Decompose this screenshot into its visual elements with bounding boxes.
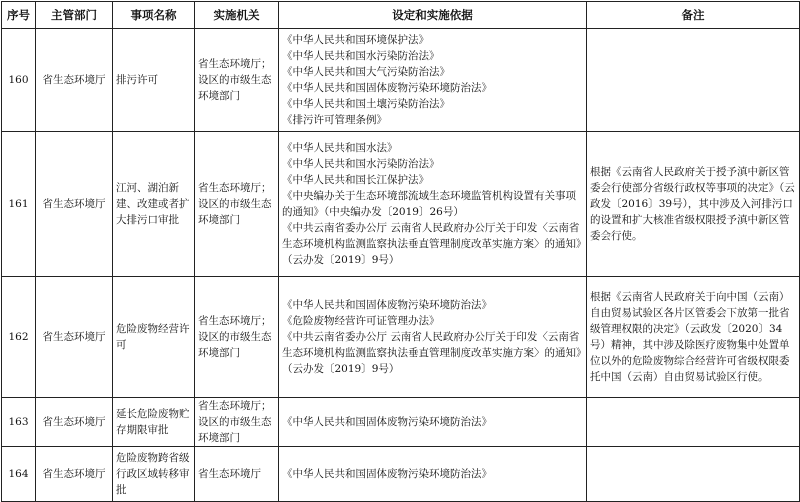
basis-line: 《中共云南省委办公厅 云南省人民政府办公厅关于印发〈云南省生态环境机构监测监察执法垂直管理制度改革实施方案〉的通知》（云办发〔2019〕9号） (282, 222, 582, 266)
row-basis (279, 447, 587, 502)
row-dept: 省生态环境厅 (36, 447, 113, 502)
row-no: 161 (2, 132, 36, 277)
row-item: 延长危险废物贮存期限审批 (113, 398, 195, 447)
row-note (587, 398, 800, 447)
row-no: 164 (2, 447, 36, 502)
row-item: 排污许可 (113, 29, 195, 132)
header-item: 事项名称 (113, 2, 195, 29)
table-row (2, 398, 800, 447)
row-dept: 省生态环境厅 (36, 398, 113, 447)
row-no: 162 (2, 277, 36, 398)
permit-table (1, 1, 800, 502)
header-note: 备注 (587, 2, 800, 29)
basis-line: 《中华人民共和国固体废物污染环境防治法》 (282, 416, 492, 428)
row-no: 160 (2, 29, 36, 132)
row-item: 江河、湖泊新建、改建或者扩大排污口审批 (113, 132, 195, 277)
header-basis: 设定和实施依据 (279, 2, 587, 29)
row-agency: 省生态环境厅；设区的市级生态环境部门 (195, 29, 279, 132)
row-basis (279, 29, 587, 132)
row-basis (279, 132, 587, 277)
basis-line: 《中共云南省委办公厅 云南省人民政府办公厅关于印发〈云南省生态环境机构监测监察执法垂直管理制度改革实施方案〉的通知》（云办发〔2019〕9号） (282, 331, 582, 375)
table-row (2, 29, 800, 132)
row-agency: 省生态环境厅；设区的市级生态环境部门 (195, 277, 279, 398)
basis-line: 《中华人民共和国固体废物污染环境防治法》 (282, 299, 492, 311)
row-note (587, 447, 800, 502)
row-dept: 省生态环境厅 (36, 132, 113, 277)
header-row (2, 2, 800, 29)
row-dept: 省生态环境厅 (36, 29, 113, 132)
basis-line: 《排污许可管理条例》 (282, 114, 387, 126)
table-row (2, 447, 800, 502)
row-note (587, 29, 800, 132)
header-agency: 实施机关 (195, 2, 279, 29)
basis-line: 《中华人民共和国长江保护法》 (282, 174, 429, 186)
basis-line: 《中华人民共和国土壤污染防治法》 (282, 98, 450, 110)
header-no: 序号 (2, 2, 36, 29)
basis-line: 《中华人民共和国环境保护法》 (282, 34, 429, 46)
row-item: 危险废物跨省级行政区域转移审批 (113, 447, 195, 502)
row-item: 危险废物经营许可 (113, 277, 195, 398)
basis-line: 《中华人民共和国大气污染防治法》 (282, 66, 450, 78)
row-basis (279, 398, 587, 447)
row-note: 根据《云南省人民政府关于授予滇中新区管委会行使部分省级行政权等事项的决定》（云政发〔2016〕39号），其中涉及入河排污口的设置和扩大核准省级权限授予滇中新区管委会行使。 (587, 132, 800, 277)
row-note: 根据《云南省人民政府关于向中国（云南）自由贸易试验区各片区管委会下放第一批省级管理权限的决定》（云政发〔2020〕34号）精神，其中涉及除医疗废物集中处置单位以外的危险废物综合经营许可省级权限委托中国（云南）自由贸易试验区行使。 (587, 277, 800, 398)
table-row (2, 277, 800, 398)
row-agency: 省生态环境厅；设区的市级生态环境部门 (195, 132, 279, 277)
basis-line: 《中华人民共和国水法》 (282, 142, 398, 154)
basis-line: 《中华人民共和国固体废物污染环境防治法》 (282, 82, 492, 94)
header-dept: 主管部门 (36, 2, 113, 29)
row-dept: 省生态环境厅 (36, 277, 113, 398)
basis-line: 《中华人民共和国水污染防治法》 (282, 158, 440, 170)
row-agency: 省生态环境厅 (195, 447, 279, 502)
basis-line: 《危险废物经营许可证管理办法》 (282, 315, 440, 327)
basis-line: 《中华人民共和国水污染防治法》 (282, 50, 440, 62)
table-row (2, 132, 800, 277)
row-agency: 省生态环境厅；设区的市级生态环境部门 (195, 398, 279, 447)
row-basis (279, 277, 587, 398)
row-no: 163 (2, 398, 36, 447)
basis-line: 《中央编办关于生态环境部流域生态环境监管机构设置有关事项的通知》（中央编办发〔2019〕26号） (282, 190, 576, 218)
basis-line: 《中华人民共和国固体废物污染环境防治法》 (282, 468, 492, 480)
